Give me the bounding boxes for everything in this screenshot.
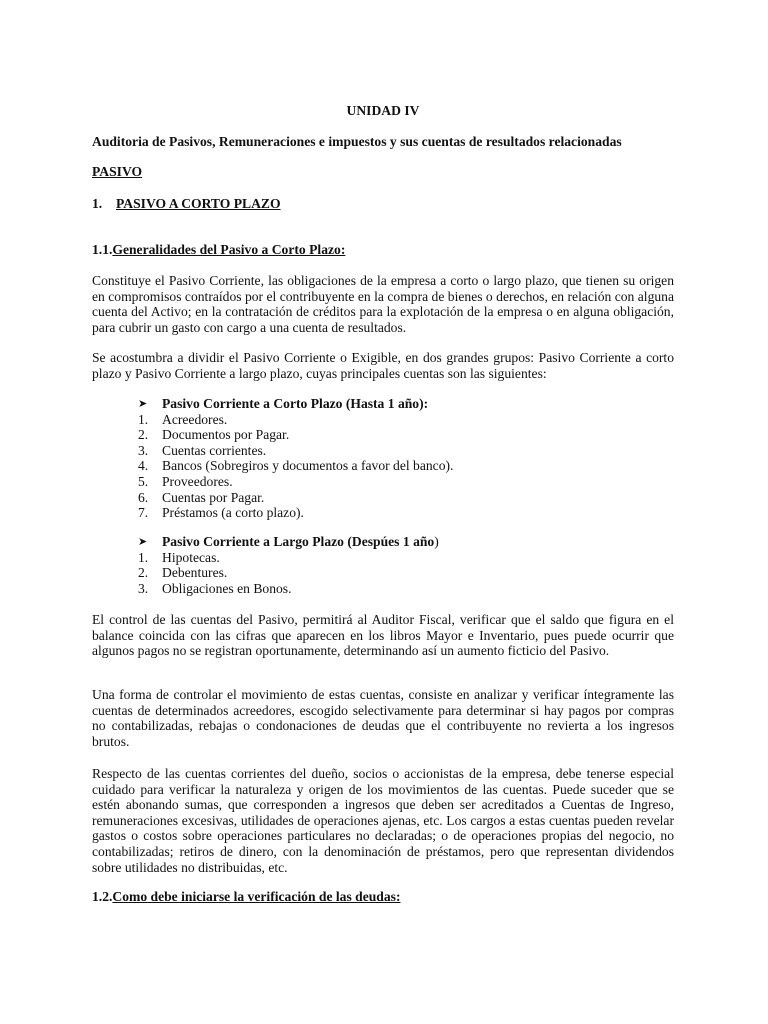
section-1-2-title: Como debe iniciarse la verificación de las deudas:: [112, 889, 401, 904]
section-1-1-number: 1.1.: [92, 242, 113, 257]
long-term-list: [92, 550, 674, 597]
section-1-heading: [92, 196, 674, 212]
document-subtitle: Auditoria de Pasivos, Remuneraciones e impuestos y sus cuentas de resultados relacionadas: [92, 134, 622, 149]
short-term-list: [92, 412, 674, 521]
section-1-2-number: 1.2.: [92, 889, 113, 904]
paragraph-5: Respecto de las cuentas corrientes del dueño, socios o accionistas de la empresa, debe tenerse especial cuidado para verificar la naturaleza y origen de los movimientos de las cuentas. Puede suceder que se estén abonando sumas, que corresponden a ingresos que deben ser acreditados a Cuentas de Ingreso, remuneraciones excesivas, utilidades de operaciones ajenas, etc. Los cargos a estas cuentas pueden revelar gastos o costos sobre operaciones particulares no declaradas; o de operaciones propias del negocio, no contabilizadas; retiros de dinero, con la denominación de préstamos, pero que representan dividendos sobre utilidades no distribuidas, etc.: [92, 766, 674, 875]
section-1-title: PASIVO A CORTO PLAZO: [116, 196, 281, 211]
unit-title: UNIDAD IV: [346, 103, 420, 118]
section-1-number: 1.: [92, 196, 103, 211]
list-item: 1. Hipotecas.: [138, 549, 220, 565]
section-1-1-heading: [92, 242, 674, 258]
section-1-2-heading: [92, 889, 674, 905]
list-item: 5. Proveedores.: [138, 473, 233, 489]
short-term-heading-text: Pasivo Corriente a Corto Plazo (Hasta 1 año):: [162, 396, 429, 411]
list-item: 7. Préstamos (a corto plazo).: [138, 505, 304, 521]
list-item: 4. Bancos (Sobregiros y documentos a favor del banco).: [138, 458, 454, 474]
list-item: 2. Documentos por Pagar.: [138, 427, 290, 443]
list-item: 3. Cuentas corrientes.: [138, 442, 267, 458]
long-term-heading-tail: ): [434, 534, 439, 549]
arrowhead-bullet-icon: ➤: [138, 535, 148, 548]
section-pasivo-label: PASIVO: [92, 164, 143, 179]
list-item: 6. Cuentas por Pagar.: [138, 489, 265, 505]
paragraph-4: Una forma de controlar el movimiento de estas cuentas, consiste en analizar y verificar íntegramente las cuentas de determinados acreedores, escogido selectivamente para determinar si hay pagos por compras no contabilizadas, rebajas o condonaciones de deudas que el contribuyente no revierta a los ingresos brutos.: [92, 687, 674, 749]
paragraph-2: Se acostumbra a dividir el Pasivo Corriente o Exigible, en dos grandes grupos: Pasivo Corriente a corto plazo y Pasivo Corriente a largo plazo, cuyas principales cuentas son las siguientes:: [92, 350, 674, 381]
list-item: 1. Acreedores.: [138, 411, 228, 427]
arrowhead-bullet-icon: ➤: [138, 397, 148, 410]
paragraph-1: Constituye el Pasivo Corriente, las obligaciones de la empresa a corto o largo plazo, que tienen su origen en compromisos contraídos por el contribuyente en la compra de bienes o derechos, en relación con alguna cuenta del Activo; en la contratación de créditos para la explotación de la empresa o en alguna obligación, para cubrir un gasto con cargo a una cuenta de resultados.: [92, 273, 674, 335]
section-1-1-title: Generalidades del Pasivo a Corto Plazo:: [112, 242, 346, 257]
list-item: 3. Obligaciones en Bonos.: [138, 580, 292, 596]
section-heading-pasivo: [92, 164, 674, 180]
short-term-heading: [92, 396, 674, 412]
long-term-heading: [92, 534, 674, 550]
long-term-heading-text: Pasivo Corriente a Largo Plazo (Despúes 1 año: [162, 534, 435, 549]
long-term-list-block: [92, 534, 674, 596]
short-term-list-block: [92, 396, 674, 521]
list-item: 2. Debentures.: [138, 565, 228, 581]
paragraph-3: El control de las cuentas del Pasivo, permitirá al Auditor Fiscal, verificar que el saldo que figura en el balance coincida con las cifras que aparecen en los libros Mayor e Inventario, pues puede ocurrir que algunos pagos no se registran oportunamente, determinando así un aumento ficticio del Pasivo.: [92, 612, 674, 659]
